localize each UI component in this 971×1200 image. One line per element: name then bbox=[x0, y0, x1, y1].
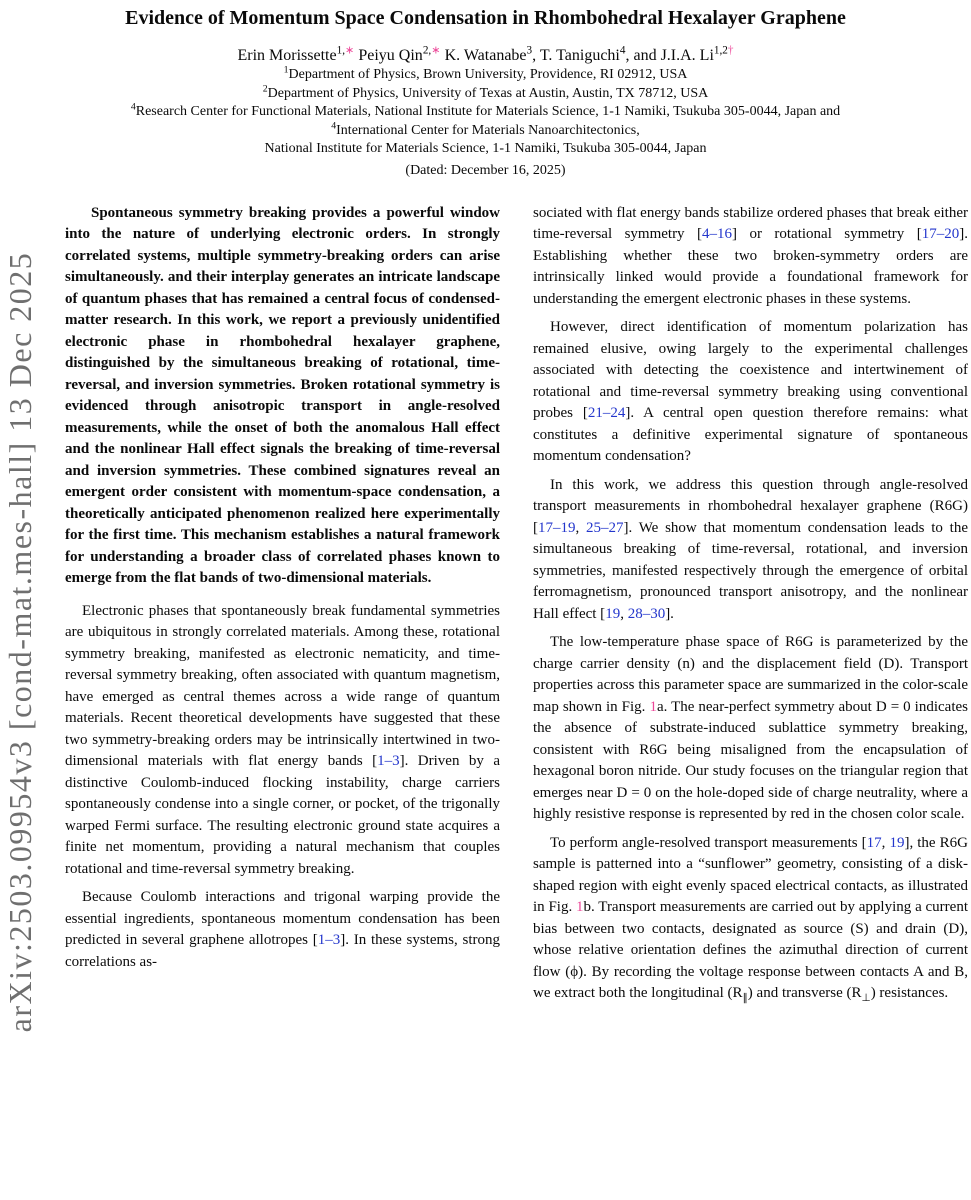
affiliation-line bbox=[0, 103, 971, 122]
text-run: ]. A central open question therefore remains: what constitutes a definitive experimental signature of spontaneous momentum condensation? bbox=[533, 405, 968, 465]
text-run: Department of Physics, University of Texas at Austin, Austin, TX 78712, USA bbox=[267, 85, 709, 101]
citation-link[interactable]: 17–20 bbox=[921, 226, 960, 243]
text-run: B bbox=[954, 963, 965, 980]
text-run: = 0 indicates the absence of substrate-induced sublattice symmetry breaking, consistent with R6G being misaligned from the encapsulation of hexagonal boron nitride. Our study focuses on the triangular region that emerges near bbox=[533, 698, 968, 801]
footnote-link[interactable]: ∗ bbox=[344, 44, 355, 57]
text-run: 4 bbox=[331, 120, 337, 132]
text-run: ) resistances. bbox=[870, 985, 949, 1002]
text-run: , bbox=[620, 605, 628, 622]
text-run: and bbox=[923, 963, 955, 980]
text-run: ], the R6G sample is patterned into a “sunflower” geometry, consisting of a disk-shaped region with eight evenly spaced electrical contacts, as illustrated in Fig. bbox=[533, 834, 968, 916]
body-paragraph bbox=[533, 203, 968, 311]
text-run: ) and transverse ( bbox=[747, 985, 852, 1002]
text-run: 2 bbox=[262, 82, 268, 94]
footnote-link[interactable]: † bbox=[727, 44, 734, 57]
text-run: A bbox=[913, 963, 924, 980]
body-paragraph bbox=[533, 833, 968, 1005]
text-run: 1, bbox=[336, 44, 345, 57]
text-run: sociated with flat energy bands stabilize ordered phases that break either time-reversal symmetry [ bbox=[533, 204, 968, 243]
text-run: Research Center for Functional Materials, National Institute for Materials Science, 1-1 Namiki, Tsukuba 305-0044, Japan and bbox=[135, 104, 841, 120]
text-run: Erin Morissette bbox=[237, 47, 337, 64]
text-run: = 0 on the hole-doped side of charge neutrality, where a highly resistive response is represented by red in the chosen color scale. bbox=[533, 784, 968, 823]
dated-line: (Dated: December 16, 2025) bbox=[405, 162, 566, 178]
text-run: D bbox=[616, 784, 628, 801]
footnote-link[interactable]: 1 bbox=[649, 698, 657, 715]
citation-link[interactable]: 21–24 bbox=[587, 405, 626, 422]
affiliations bbox=[0, 66, 971, 159]
text-run: n bbox=[682, 655, 690, 672]
text-run: , bbox=[575, 519, 586, 536]
text-run: ⊥ bbox=[861, 993, 871, 1005]
text-run: ] or rotational symmetry [ bbox=[732, 226, 922, 243]
text-run: ). Transport properties across this parameter space are summarized in the color-scale map shown in Fig. bbox=[533, 655, 968, 715]
text-run: Peiyu Qin bbox=[354, 47, 423, 64]
body-paragraph bbox=[65, 887, 500, 973]
text-run: International Center for Materials Nanoarchitectonics, bbox=[336, 122, 640, 138]
text-run: K. Watanabe bbox=[440, 47, 527, 64]
arxiv-watermark: arXiv:2503.09954v3 [cond-mat.mes-hall] 13 Dec 2025 bbox=[2, 251, 38, 1033]
text-run: In this work, we address this question through angle-resolved transport measurements in rhombohedral hexalayer graphene (R6G) [ bbox=[533, 476, 968, 536]
left-column bbox=[65, 203, 500, 1148]
text-run: Department of Physics, Brown University, Providence, RI 02912, USA bbox=[288, 67, 688, 82]
body-paragraph bbox=[65, 601, 500, 881]
text-run: Because Coulomb interactions and trigonal warping provide the essential ingredients, spontaneous momentum condensation has been predicted in several graphene allotropes [ bbox=[65, 889, 500, 949]
text-run: Electronic phases that spontaneously break fundamental symmetries are ubiquitous in strongly correlated materials. Among these, rotational symmetry breaking, manifested as electronic nematicity, and time-reversal symmetry breaking, often associated with quantum magnetism, have emerged as central themes across a wide range of quantum materials. Recent theoretical developments have suggested that these two symmetry-breaking orders may be intrinsically intertwined in two-dimensional materials with flat energy bands [ bbox=[65, 602, 500, 770]
text-run: , T. Taniguchi bbox=[532, 47, 620, 64]
author-line bbox=[0, 46, 971, 66]
text-run: However, direct identification of momentum polarization has remained elusive, owing largely to the experimental challenges associated with detecting the coexistence and intertwinement of rotational and time-reversal symmetry breaking using conventional probes [ bbox=[533, 319, 968, 422]
text-run: ]. In these systems, strong correlations as- bbox=[65, 932, 500, 970]
affiliation-line bbox=[0, 140, 971, 159]
footnote-link[interactable]: 1 bbox=[576, 899, 584, 916]
paper-title: Evidence of Momentum Space Condensation in Rhombohedral Hexalayer Graphene bbox=[125, 7, 846, 29]
text-run: , and J.I.A. Li bbox=[625, 47, 714, 64]
citation-link[interactable]: 19 bbox=[605, 605, 621, 622]
text-run: ϕ bbox=[570, 963, 579, 980]
text-run: 1,2 bbox=[713, 44, 728, 57]
text-run: ]. Establishing whether these two broken-symmetry orders are intrinsically linked would provide a foundational framework for understanding the emergent electronic phases in these systems. bbox=[533, 226, 968, 307]
text-run: , we extract both the longitudinal ( bbox=[533, 963, 968, 1002]
citation-link[interactable]: 19 bbox=[889, 834, 905, 851]
citation-link[interactable]: 17 bbox=[866, 834, 882, 851]
text-run: b. Transport measurements are carried out by applying a current bias between two contacts, designated as source (S) and drain (D), whose relative orientation defines the azimuthal direction of current flow ( bbox=[533, 899, 968, 980]
text-run: ]. bbox=[665, 605, 674, 622]
text-run: ]. Driven by a distinctive Coulomb-induced flocking instability, charge carriers spontaneously condense into a single corner, or pocket, of the trigonally warped Fermi surface. The resulting electronic ground state acquires a finite net momentum, providing a natural mechanism that couples rotational and time-reversal symmetry breaking. bbox=[65, 753, 500, 877]
text-run: National Institute for Materials Science, 1-1 Namiki, Tsukuba 305-0044, Japan bbox=[264, 141, 707, 157]
text-run: R bbox=[851, 985, 862, 1002]
citation-link[interactable]: 4–16 bbox=[702, 226, 732, 243]
text-run: Spontaneous symmetry breaking provides a powerful window into the nature of underlying electronic orders. In strongly correlated systems, multiple symmetry-breaking orders can arise simultaneously. and their interplay generates an intricate landscape of quantum phases that has remained a central focus of condensed-matter research. In this work, we report a previously unidentified electronic phase in rhombohedral hexalayer graphene, distinguished by the simultaneous breaking of rotational, time-reversal, and inversion symmetries. Broken rotational symmetry is evidenced through anisotropic transport in angle-resolved measurements, while the onset of both the anomalous Hall effect and the nonlinear Hall effect signals the breaking of time-reversal and inversion symmetries. These combined signatures reveal an emergent order consistent with momentum-space condensation, a theoretically anticipated phenomenon realized here experimentally for the first time. This mechanism establishes a natural framework for understanding a broader class of correlated phases known to emerge from the flat bands of two-dimensional materials. bbox=[65, 204, 500, 587]
text-run: The low-temperature phase space of R6G is parameterized by the charge carrier density ( bbox=[533, 634, 968, 672]
text-run: ). By recording the voltage response between contacts bbox=[578, 963, 914, 980]
text-run: D bbox=[875, 698, 887, 715]
text-run: , bbox=[881, 834, 890, 851]
text-run: 2, bbox=[422, 44, 432, 57]
affiliation-line bbox=[0, 82, 971, 104]
text-run: 1 bbox=[283, 64, 289, 76]
affiliation-line bbox=[0, 122, 971, 141]
body-paragraph bbox=[533, 317, 968, 468]
right-column bbox=[533, 203, 968, 1148]
text-run: ]. We show that momentum condensation leads to the simultaneous breaking of time-reversal, rotational, and inversion symmetries, manifested respectively through the emergence of orbital ferromagnetism, pronounced transport anisotropy, and the nonlinear Hall effect [ bbox=[533, 519, 968, 622]
text-run: D bbox=[883, 655, 895, 672]
text-run: 4 bbox=[130, 101, 136, 113]
page-header bbox=[0, 0, 971, 179]
body-paragraph bbox=[533, 632, 968, 826]
text-run: ) and the displacement field ( bbox=[689, 655, 884, 672]
text-run: ∥ bbox=[742, 993, 748, 1005]
text-run: 4 bbox=[619, 44, 626, 57]
text-run: R bbox=[732, 985, 743, 1002]
citation-link[interactable]: 1–3 bbox=[377, 753, 400, 770]
affiliation-line bbox=[0, 66, 971, 85]
abstract-paragraph bbox=[65, 203, 500, 590]
citation-link[interactable]: 17–19 bbox=[538, 519, 576, 536]
footnote-link[interactable]: ∗ bbox=[431, 44, 441, 57]
citation-link[interactable]: 25–27 bbox=[586, 519, 624, 536]
text-run: 3 bbox=[526, 44, 533, 57]
citation-link[interactable]: 28–30 bbox=[627, 605, 666, 622]
text-run: To perform angle-resolved transport measurements [ bbox=[550, 834, 867, 851]
two-column-body bbox=[65, 203, 968, 1148]
text-run: a. The near-perfect symmetry about bbox=[656, 698, 876, 715]
citation-link[interactable]: 1–3 bbox=[317, 932, 341, 949]
body-paragraph bbox=[533, 475, 968, 626]
